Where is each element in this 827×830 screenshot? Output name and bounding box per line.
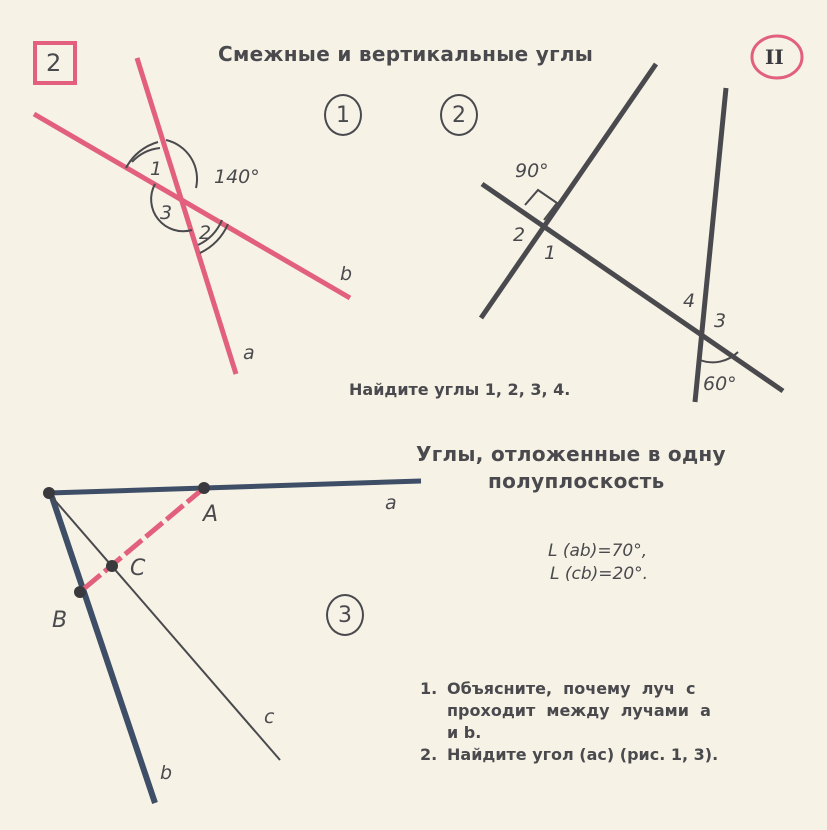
fig2-right-angle: 90° [515, 160, 549, 182]
point-C [106, 560, 118, 572]
question-1-line1: Объясните, почему луч с [447, 679, 696, 698]
line-b [34, 114, 353, 298]
ray-a [49, 481, 421, 493]
fig1-line-b: b [340, 263, 353, 285]
given-cb: L (cb)=20°. [550, 564, 649, 584]
figure-3 [43, 481, 421, 803]
fig1-angle-140: 140° [214, 166, 260, 188]
point-A [198, 482, 210, 494]
section-marker: II [765, 45, 784, 69]
fig2-angle-4: 4 [683, 290, 696, 312]
task-find-angles: Найдите углы 1, 2, 3, 4. [349, 380, 571, 399]
ray-c [52, 497, 280, 760]
page-number: 2 [46, 49, 62, 77]
fig2-angle-60: 60° [703, 373, 737, 395]
fig3-point-C: C [130, 556, 146, 581]
fig1-angle-3: 3 [160, 202, 173, 224]
fig2-angle-1: 1 [544, 242, 557, 264]
fig1-angle-2: 2 [199, 222, 212, 244]
fig2-angle-3: 3 [714, 310, 727, 332]
fig3-point-B: B [52, 608, 68, 633]
vertex-point [43, 487, 55, 499]
fig2-angle-2: 2 [513, 224, 526, 246]
line-transversal [482, 184, 783, 391]
fig1-line-a: a [243, 342, 255, 364]
question-2-number: 2. [420, 745, 438, 764]
question-1-line2: проходит между лучами а [447, 701, 711, 720]
figure-1 [34, 58, 353, 374]
title-halfplane-line2: полуплоскость [488, 469, 665, 493]
figure-1-number: 1 [324, 94, 362, 136]
figure-2 [481, 64, 783, 402]
fig3-point-A: A [203, 502, 219, 527]
fig3-ray-b: b [160, 762, 173, 784]
figure-2-number: 2 [440, 94, 478, 136]
question-2-line1: Найдите угол (ас) (рис. 1, 3). [447, 745, 719, 764]
title-halfplane-line1: Углы, отложенные в одну [416, 442, 726, 466]
title-adjacent-angles: Смежные и вертикальные углы [218, 42, 594, 66]
line-vertical [695, 88, 726, 402]
figure-3-number: 3 [326, 594, 364, 636]
question-1-line3: и b. [447, 723, 482, 742]
given-ab: L (ab)=70°, [548, 541, 648, 561]
fig3-ray-c: c [264, 706, 275, 728]
fig3-ray-a: a [385, 492, 397, 514]
line-a [137, 58, 236, 374]
fig1-angle-1: 1 [150, 158, 163, 180]
line-oblique [481, 64, 656, 318]
question-1-number: 1. [420, 679, 438, 698]
point-B [74, 586, 86, 598]
